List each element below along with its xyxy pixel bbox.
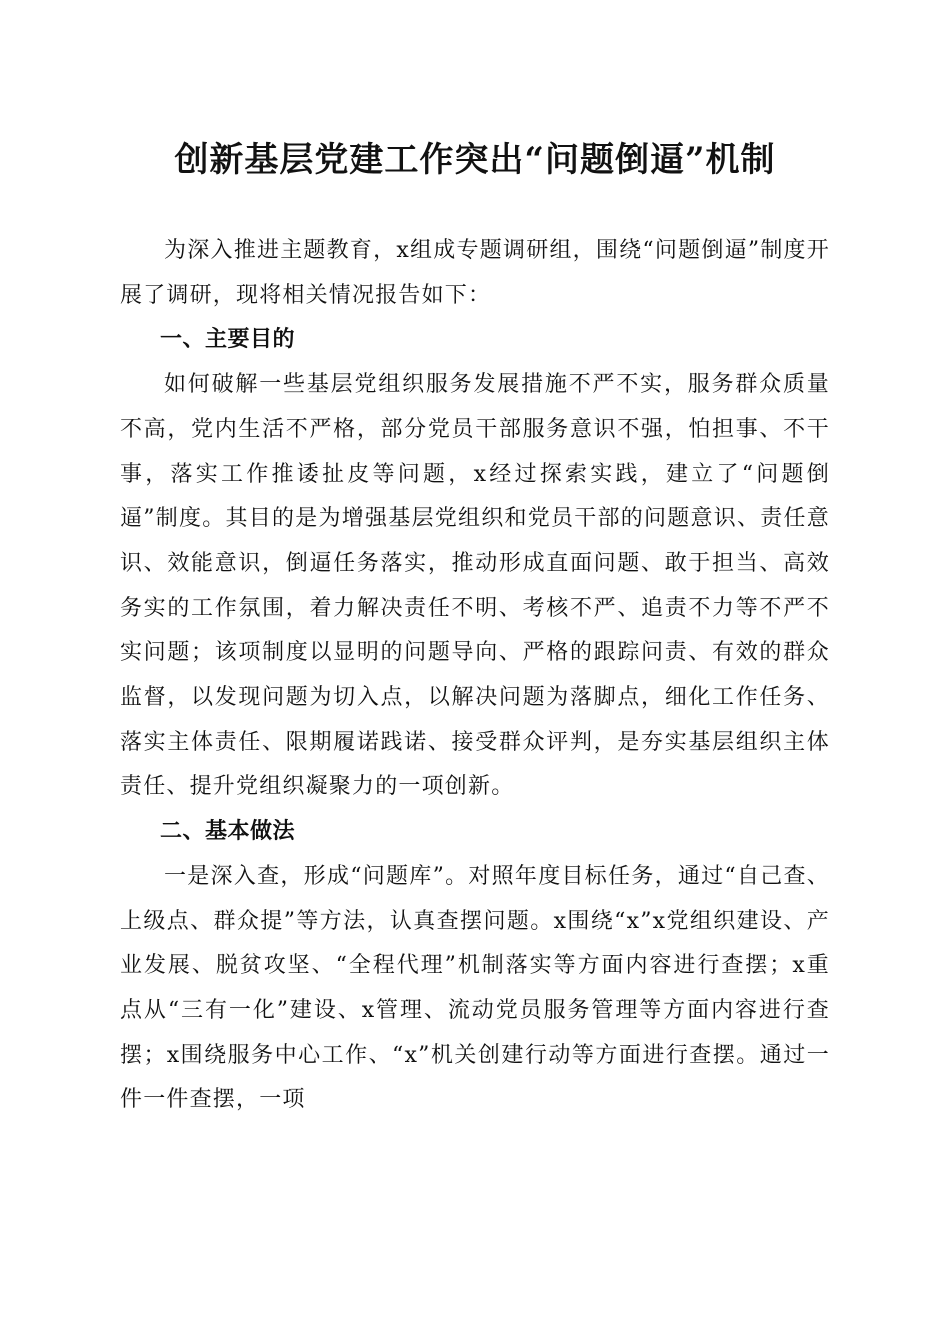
document-title: 创新基层党建工作突出“问题倒逼”机制 — [174, 140, 776, 180]
intro-paragraph: 为深入推进主题教育，x组成专题调研组，围绕“问题倒逼”制度开展了调研，现将相关情况报告如下： — [120, 238, 830, 308]
methods-paragraph: 一是深入查，形成“问题库”。对照年度目标任务，通过“自己查、上级点、群众提”等方法，认真查摆问题。x围绕“x”x党组织建设、产业发展、脱贫攻坚、“全程代理”机制落实等方面内容进行查摆；x重点从“三有一化”建设、x管理、流动党员服务管理等方面内容进行查摆；x围绕服务中心工作、“x”机关创建行动等方面进行查摆。通过一件一件查摆，一项 — [120, 863, 830, 1113]
document-body — [120, 229, 830, 1123]
purpose-paragraph: 如何破解一些基层党组织服务发展措施不严不实，服务群众质量不高，党内生活不严格，部分党员干部服务意识不强，怕担事、不干事，落实工作推诿扯皮等问题，x经过探索实践，建立了“问题倒逼”制度。其目的是为增强基层党组织和党员干部的问题意识、责任意识、效能意识，倒逼任务落实，推动形成直面问题、敢于担当、高效务实的工作氛围，着力解决责任不明、考核不严、追责不力等不严不实问题；该项制度以显明的问题导向、严格的跟踪问责、有效的群众监督，以发现问题为切入点，以解决问题为落脚点，细化工作任务、落实主体责任、限期履诺践诺、接受群众评判，是夯实基层组织主体责任、提升党组织凝聚力的一项创新。 — [120, 372, 830, 800]
section-heading-purpose: 一、主要目的 — [160, 327, 296, 353]
section-heading-methods: 二、基本做法 — [160, 819, 296, 845]
